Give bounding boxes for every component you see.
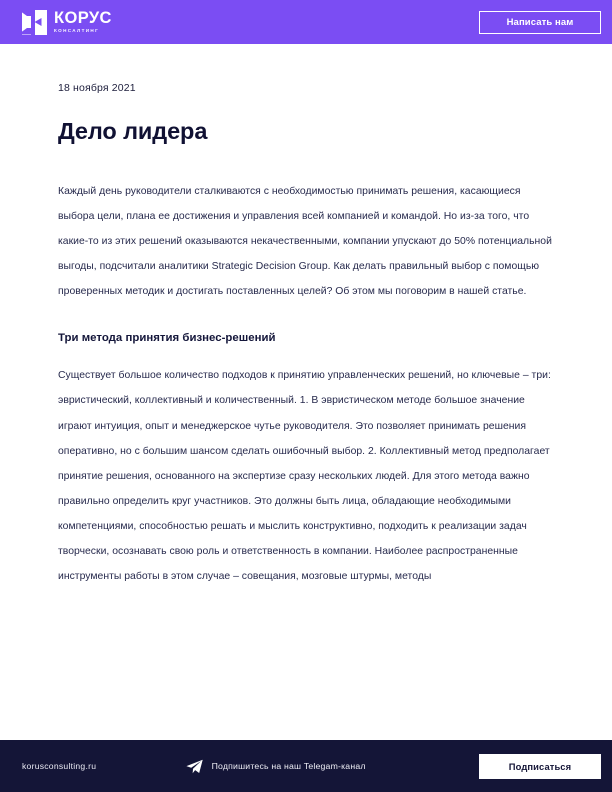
subscribe-button[interactable]: Подписаться <box>479 754 601 779</box>
site-footer <box>0 740 612 792</box>
publication-date: 18 ноября 2021 <box>58 82 136 94</box>
section-heading: Три метода принятия бизнес-решений <box>58 332 276 345</box>
logo-wordmark <box>54 10 112 34</box>
logo-notch-bottom-icon <box>22 28 31 35</box>
article-paragraph: Каждый день руководители сталкиваются с необходимостью принимать решения, касающиеся выбора цели, плана ее достижения и управления всей компанией и командой. Но из-за того, что какие-то из этих решений оказываются некачественными, компании упускают до 50% потенциальной выгоды, подсчитали аналитики Strategic Decision Group. Как делать правильный выбор с помощью проверенных методик и достигать поставленных целей? Об этом мы поговорим в нашей статье. <box>58 185 552 298</box>
korus-bracket-logo-icon <box>22 10 47 35</box>
article-paragraph: Существует большое количество подходов к принятию управленческих решений, но ключевые – три: эвристический, коллективный и количественный. 1. В эвристическом методе большое значение играют интуиция, опыт и менеджерское чутье руководителя. Это позволяет принимать решения оперативно, но с большим шансом сделать ошибочный выбор. 2. Коллективный метод предполагает принятие решения, основанного на экспертизе сразу нескольких людей. Для этого метода важно правильно определить круг участников. Это должны быть лица, обладающие необходимыми компетенциями, способностью решать и мыслить конструктивно, подходить к реализации задач творчески, осознавать свою роль и ответственность в компании. Наиболее распространенные инструменты работы в этом случае – совещания, мозговые штурмы, методы <box>58 370 551 583</box>
page-title: Дело лидера <box>58 118 208 144</box>
logo-name: КОРУС <box>54 9 112 28</box>
footer-website-url[interactable]: korusconsulting.ru <box>22 761 97 771</box>
site-header <box>0 0 612 44</box>
footer-telegram-label: Подпишитесь на наш Telegam-канал <box>211 761 366 771</box>
telegram-paper-plane-icon <box>186 759 203 774</box>
article-content <box>0 44 612 740</box>
logo-notch-top-icon <box>22 10 31 17</box>
contact-us-button[interactable]: Написать нам <box>479 11 601 34</box>
logo-korus-consulting[interactable] <box>22 10 112 35</box>
footer-telegram-block[interactable] <box>96 759 479 774</box>
logo-subtitle: КОНСАЛТИНГ <box>54 28 100 34</box>
